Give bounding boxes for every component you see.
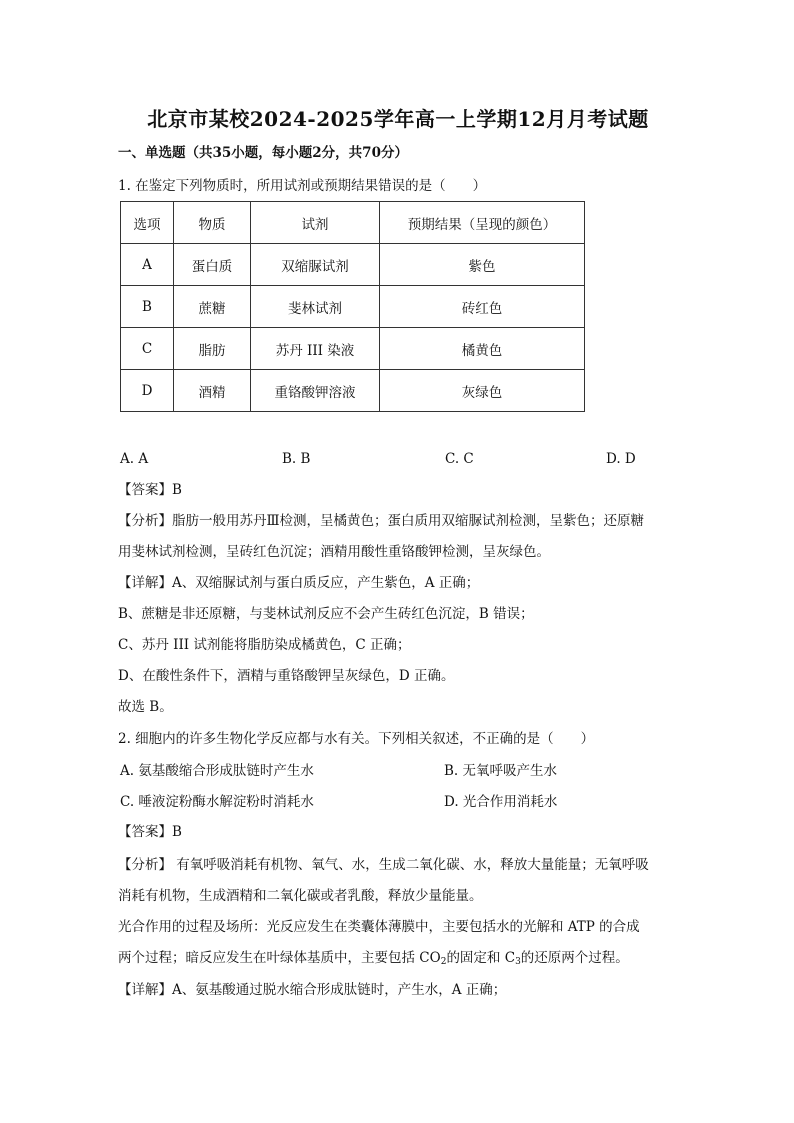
table-cell: B xyxy=(121,286,174,328)
q1-option-b[interactable]: B. B xyxy=(282,451,311,467)
detail-label: 【详解】 xyxy=(118,575,172,591)
q2-analysis-line: 光合作用的过程及场所：光反应发生在类囊体薄膜中，主要包括水的光解和 ATP 的合成 xyxy=(118,919,640,935)
q1-option-d[interactable]: D. D xyxy=(606,451,636,467)
q1-detail-line: C、苏丹 III 试剂能将脂肪染成橘黄色，C 正确； xyxy=(118,637,411,653)
q2-option-d[interactable]: D. 光合作用消耗水 xyxy=(444,794,558,810)
analysis-text: 脂肪一般用苏丹Ⅲ检测，呈橘黄色；蛋白质用双缩脲试剂检测，呈紫色；还原糖 xyxy=(172,513,645,529)
table-cell: 蛋白质 xyxy=(174,244,251,286)
table-cell: 橘黄色 xyxy=(380,328,585,370)
section-heading: 一、单选题（共35小题，每小题2分，共70分） xyxy=(118,145,408,161)
table-header-cell: 物质 xyxy=(174,202,251,244)
table-cell: 酒精 xyxy=(174,370,251,412)
q2-detail-line xyxy=(118,980,506,1000)
table-row xyxy=(121,244,585,286)
detail-label: 【详解】 xyxy=(118,982,172,998)
analysis-text: 的还原两个过程。 xyxy=(520,950,629,966)
table-cell: 双缩脲试剂 xyxy=(251,244,380,286)
q1-detail-line: D、在酸性条件下，酒精与重铬酸钾呈灰绿色，D 正确。 xyxy=(118,668,455,684)
table-header-row xyxy=(121,202,585,244)
table-cell: 脂肪 xyxy=(174,328,251,370)
q2-analysis-line: 消耗有机物，生成酒精和二氧化碳或者乳酸，释放少量能量。 xyxy=(118,888,483,904)
table-cell: A xyxy=(121,244,174,286)
analysis-text: 有氧呼吸消耗有机物、氧气、水，生成二氧化碳、水，释放大量能量；无氧呼吸 xyxy=(172,857,649,873)
q2-answer: 【答案】B xyxy=(118,824,182,840)
detail-text: A、氨基酸通过脱水缩合形成肽链时，产生水，A 正确； xyxy=(172,982,507,998)
table-row xyxy=(121,286,585,328)
q1-table xyxy=(120,201,585,412)
table-cell: 蔗糖 xyxy=(174,286,251,328)
subscript: 3 xyxy=(515,957,521,967)
table-header-cell: 选项 xyxy=(121,202,174,244)
table-cell: 灰绿色 xyxy=(380,370,585,412)
q2-analysis-line xyxy=(118,855,649,875)
q1-option-a[interactable]: A. A xyxy=(120,451,149,467)
q1-detail-line xyxy=(118,573,479,593)
q1-analysis-line: 用斐林试剂检测，呈砖红色沉淀；酒精用酸性重铬酸钾检测，呈灰绿色。 xyxy=(118,544,550,560)
table-header-cell: 试剂 xyxy=(251,202,380,244)
table-cell: 砖红色 xyxy=(380,286,585,328)
q2-option-a[interactable]: A. 氨基酸缩合形成肽链时产生水 xyxy=(120,763,314,779)
q1-stem: 1. 在鉴定下列物质时，所用试剂或预期结果错误的是（ ） xyxy=(118,178,487,194)
table-cell: D xyxy=(121,370,174,412)
analysis-label: 【分析】 xyxy=(118,513,172,529)
table-cell: 紫色 xyxy=(380,244,585,286)
table-row xyxy=(121,370,585,412)
q1-answer: 【答案】B xyxy=(118,482,182,498)
detail-text: A、双缩脲试剂与蛋白质反应，产生紫色，A 正确； xyxy=(172,575,480,591)
subscript: 2 xyxy=(440,957,447,967)
q1-analysis-line xyxy=(118,511,644,531)
table-cell: C xyxy=(121,328,174,370)
q2-analysis-line xyxy=(118,948,629,972)
q1-detail-line: B、蔗糖是非还原糖，与斐林试剂反应不会产生砖红色沉淀，B 错误； xyxy=(118,606,534,622)
q2-option-b[interactable]: B. 无氧呼吸产生水 xyxy=(444,763,558,779)
page-title: 北京市某校2024-2025学年高一上学期12月月考试题 xyxy=(147,107,649,131)
q2-stem: 2. 细胞内的许多生物化学反应都与水有关。下列相关叙述，不正确的是（ ） xyxy=(118,731,595,747)
table-header-cell: 预期结果（呈现的颜色） xyxy=(380,202,585,244)
analysis-label: 【分析】 xyxy=(118,857,172,873)
table-row xyxy=(121,328,585,370)
analysis-text: 的固定和 C xyxy=(446,950,516,966)
table-cell: 重铬酸钾溶液 xyxy=(251,370,380,412)
q1-conclusion: 故选 B。 xyxy=(118,699,173,715)
table-cell: 苏丹 III 染液 xyxy=(251,328,380,370)
analysis-text: 两个过程；暗反应发生在叶绿体基质中，主要包括 CO xyxy=(118,950,441,966)
q1-option-c[interactable]: C. C xyxy=(445,451,474,467)
table-cell: 斐林试剂 xyxy=(251,286,380,328)
q2-option-c[interactable]: C. 唾液淀粉酶水解淀粉时消耗水 xyxy=(120,794,314,810)
